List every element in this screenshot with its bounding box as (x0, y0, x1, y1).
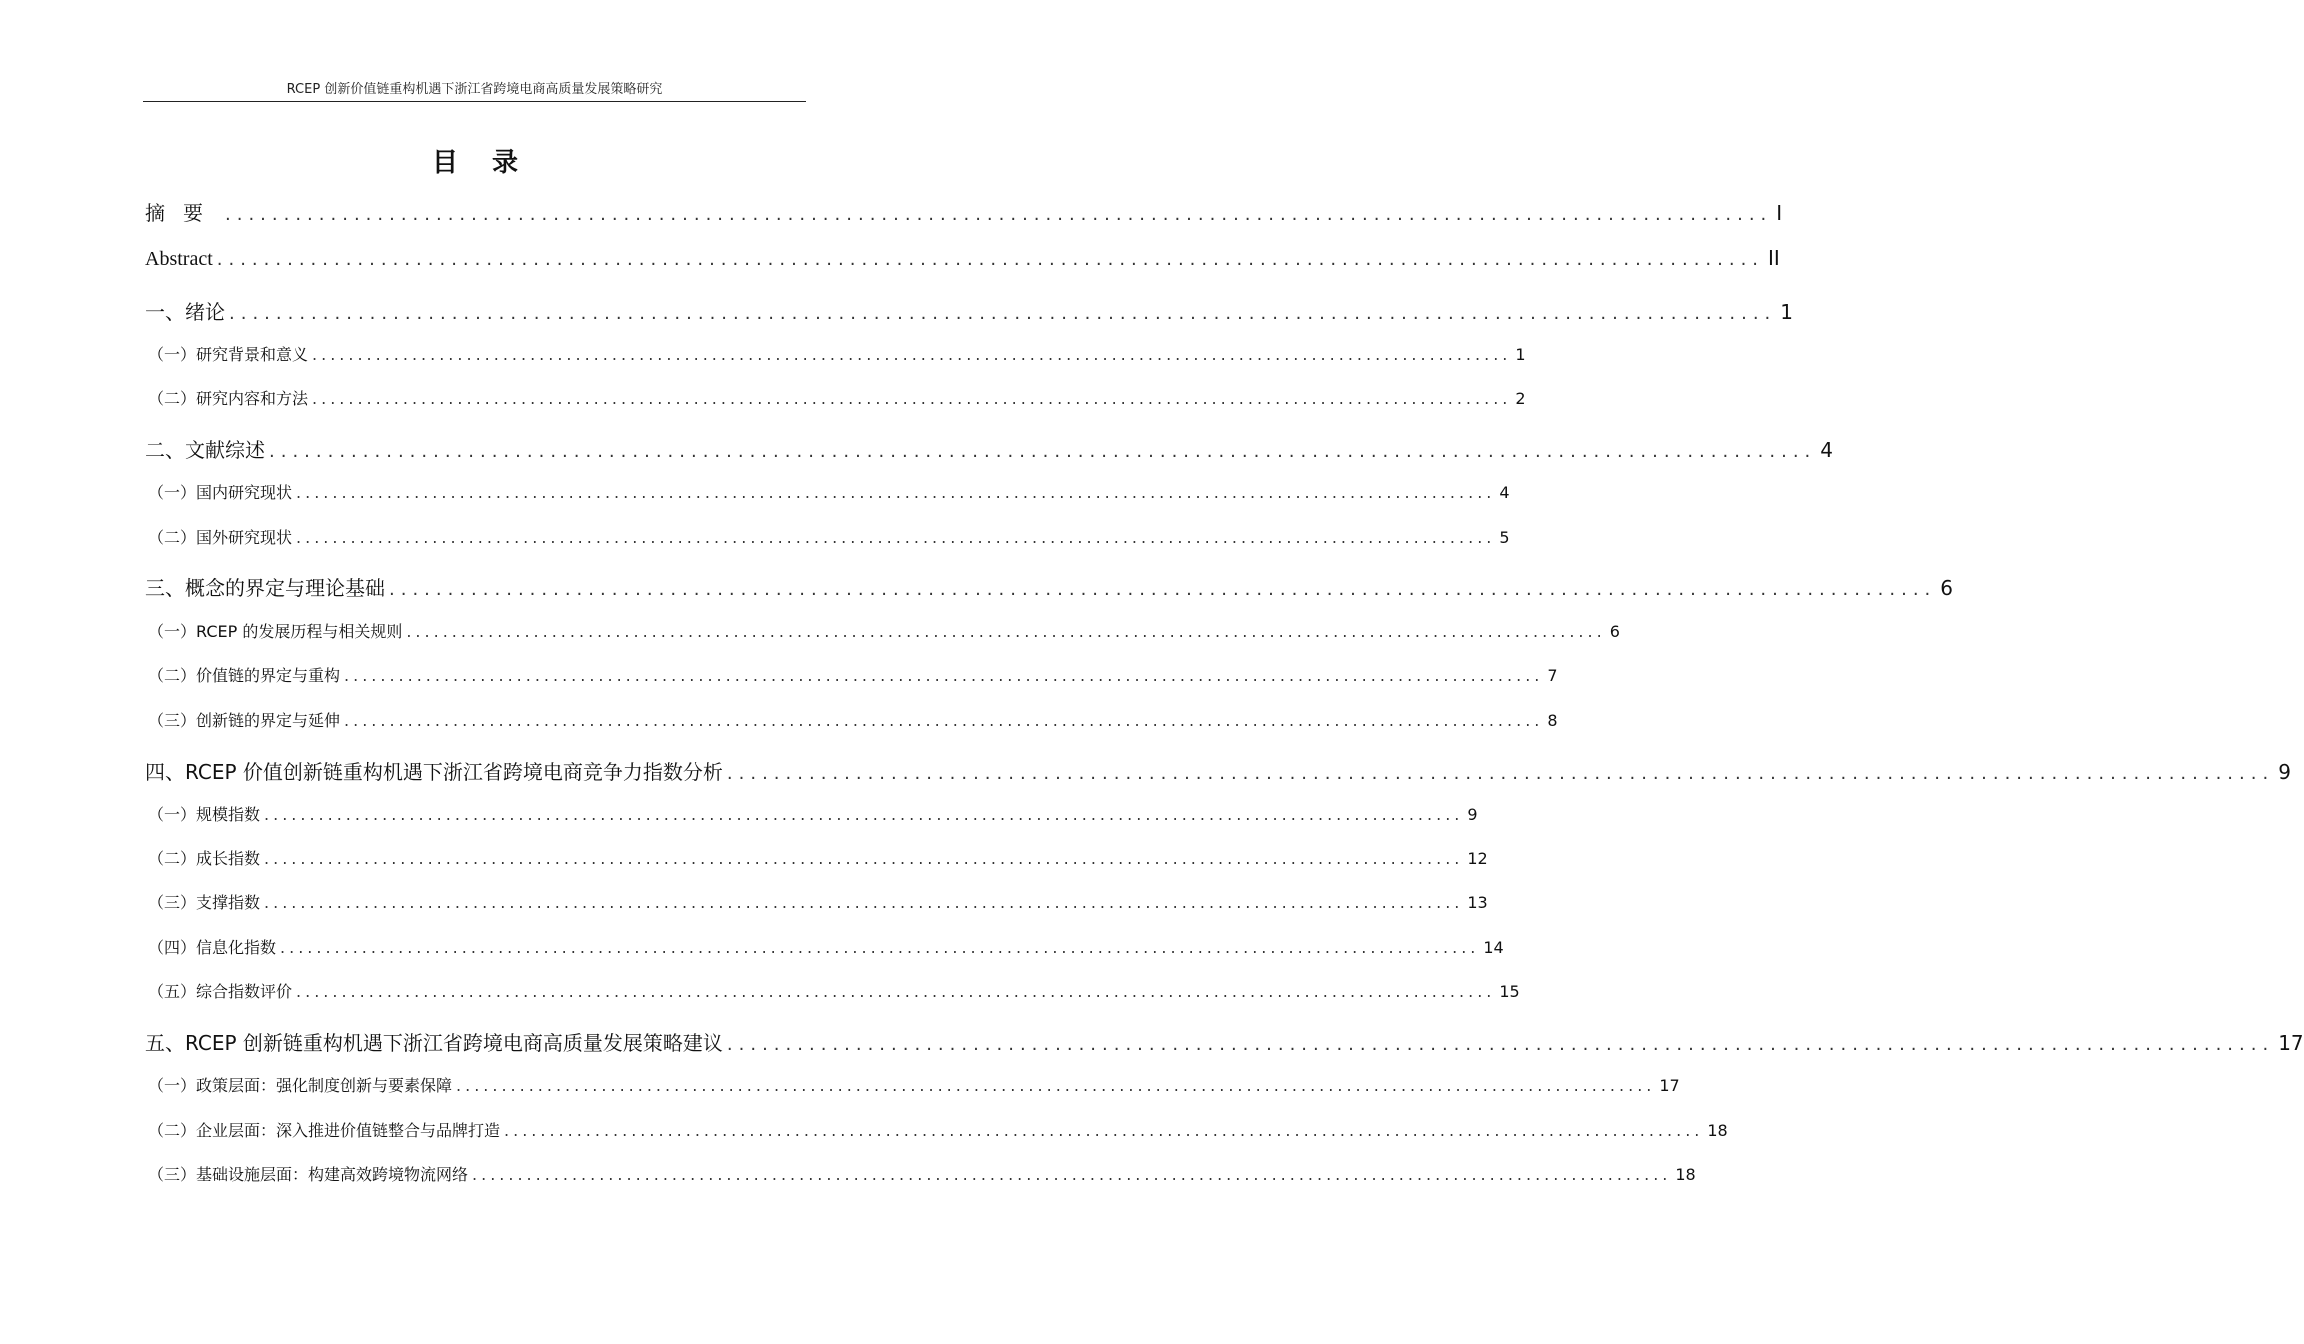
toc-entry-chapter-2[interactable] (145, 434, 1833, 463)
dot-leader: .................................................................................................................................... (312, 389, 1512, 408)
toc-entry-section-4-4[interactable] (145, 935, 1504, 958)
toc-entry-section-4-5[interactable] (145, 979, 1520, 1002)
toc-entry-label: （一）研究背景和意义 (148, 345, 309, 364)
toc-entry-label: 五、RCEP 创新链重构机遇下浙江省跨境电商高质量发展策略建议 (145, 1031, 723, 1055)
toc-entry-chapter-4[interactable] (145, 756, 2291, 785)
toc-entry-abstract-en[interactable] (145, 246, 1780, 271)
toc-entry-section-4-3[interactable] (145, 890, 1488, 913)
toc-entry-chapter-1[interactable] (145, 296, 1793, 325)
toc-entry-page: 1 (1780, 300, 1793, 324)
toc-entry-page: 14 (1483, 938, 1504, 957)
toc-entry-section-4-1[interactable] (145, 802, 1478, 825)
page-title: 目录 (431, 148, 552, 178)
dot-leader: .................................................................................................................................... (344, 666, 1544, 685)
toc-entry-label: （一）政策层面：强化制度创新与要素保障 (148, 1076, 453, 1095)
toc-entry-section-5-1[interactable] (145, 1073, 1680, 1096)
toc-entry-section-3-2[interactable] (145, 663, 1558, 686)
toc-entry-page: II (1768, 246, 1780, 270)
toc-entry-label: （一）规模指数 (148, 805, 261, 824)
toc-entry-section-1-1[interactable] (145, 342, 1526, 365)
toc-entry-label: Abstract (145, 248, 213, 270)
toc-entry-label: （二）企业层面：深入推进价值链整合与品牌打造 (148, 1121, 501, 1140)
dot-leader: .................................................................................................................................... (216, 249, 1765, 270)
dot-leader: .................................................................................................................................... (344, 711, 1544, 730)
running-header: RCEP 创新价值链重构机遇下浙江省跨境电商高质量发展策略研究 (286, 82, 663, 97)
toc-entry-label: （三）支撑指数 (148, 893, 261, 912)
toc-entry-page: 13 (1467, 893, 1488, 912)
dot-leader: .................................................................................................................................... (472, 1165, 1672, 1184)
toc-entry-label: （二）国外研究现状 (148, 528, 293, 547)
toc-entry-page: 9 (2278, 760, 2291, 784)
toc-entry-section-2-2[interactable] (145, 525, 1510, 548)
header-divider (143, 101, 806, 102)
toc-entry-section-2-1[interactable] (145, 480, 1510, 503)
toc-entry-page: 9 (1467, 805, 1478, 824)
dot-leader: .................................................................................................................................... (269, 441, 1817, 462)
dot-leader: .................................................................................................................................... (456, 1076, 1656, 1095)
toc-entry-page: 4 (1499, 483, 1510, 502)
dot-leader: .................................................................................................................................... (280, 938, 1480, 957)
toc-entry-page: 5 (1499, 528, 1510, 547)
toc-entry-page: 6 (1609, 622, 1620, 641)
toc-entry-section-3-3[interactable] (145, 708, 1558, 731)
toc-entry-label: （三）基础设施层面：构建高效跨境物流网络 (148, 1165, 469, 1184)
toc-entry-label: （五）综合指数评价 (148, 982, 293, 1001)
toc-entry-chapter-3[interactable] (145, 572, 1953, 601)
toc-entry-page: 8 (1547, 711, 1558, 730)
toc-entry-label: （一）RCEP 的发展历程与相关规则 (148, 622, 403, 641)
toc-entry-section-3-1[interactable] (145, 619, 1620, 642)
toc-entry-label: （二）成长指数 (148, 849, 261, 868)
dot-leader: .................................................................................................................................... (726, 1034, 2275, 1055)
dot-leader: .................................................................................................................................... (225, 204, 1773, 225)
toc-entry-page: 6 (1940, 576, 1953, 600)
toc-entry-label: 二、文献综述 (145, 438, 265, 462)
toc-entry-page: 12 (1467, 849, 1488, 868)
dot-leader: .................................................................................................................................... (264, 893, 1464, 912)
toc-entry-label: （二）价值链的界定与重构 (148, 666, 341, 685)
dot-leader: .................................................................................................................................... (726, 763, 2275, 784)
toc-entry-label: 一、绪论 (145, 300, 225, 324)
toc-entry-page: 2 (1515, 389, 1526, 408)
toc-entry-label: （四）信息化指数 (148, 938, 277, 957)
dot-leader: .................................................................................................................................... (296, 528, 1496, 547)
dot-leader: .................................................................................................................................... (264, 805, 1464, 824)
toc-entry-page: I (1776, 201, 1783, 225)
toc-entry-page: 7 (1547, 666, 1558, 685)
toc-entry-chapter-5[interactable] (145, 1027, 2304, 1056)
toc-entry-page: 15 (1499, 982, 1520, 1001)
dot-leader: .................................................................................................................................... (389, 579, 1937, 600)
dot-leader: .................................................................................................................................... (296, 982, 1496, 1001)
toc-entry-section-4-2[interactable] (145, 846, 1488, 869)
toc-entry-label: 三、概念的界定与理论基础 (145, 576, 385, 600)
toc-entry-label: 摘要 (145, 201, 221, 225)
dot-leader: .................................................................................................................................... (504, 1121, 1704, 1140)
toc-entry-section-5-2[interactable] (145, 1118, 1728, 1141)
toc-entry-label: （一）国内研究现状 (148, 483, 293, 502)
toc-entry-page: 4 (1820, 438, 1833, 462)
toc-entry-page: 17 (2278, 1031, 2304, 1055)
toc-entry-section-1-2[interactable] (145, 386, 1526, 409)
toc-entry-section-5-3[interactable] (145, 1162, 1696, 1185)
toc-entry-label: （二）研究内容和方法 (148, 389, 309, 408)
toc-entry-page: 17 (1659, 1076, 1680, 1095)
toc-entry-label: 四、RCEP 价值创新链重构机遇下浙江省跨境电商竞争力指数分析 (145, 760, 723, 784)
toc-entry-label: （三）创新链的界定与延伸 (148, 711, 341, 730)
toc-entry-page: 18 (1675, 1165, 1696, 1184)
dot-leader: .................................................................................................................................... (312, 345, 1512, 364)
toc-entry-page: 18 (1707, 1121, 1728, 1140)
dot-leader: .................................................................................................................................... (229, 303, 1777, 324)
toc-entry-abstract-cn[interactable] (145, 197, 1783, 226)
toc-entry-page: 1 (1515, 345, 1526, 364)
dot-leader: .................................................................................................................................... (264, 849, 1464, 868)
dot-leader: .................................................................................................................................... (406, 622, 1606, 641)
dot-leader: .................................................................................................................................... (296, 483, 1496, 502)
